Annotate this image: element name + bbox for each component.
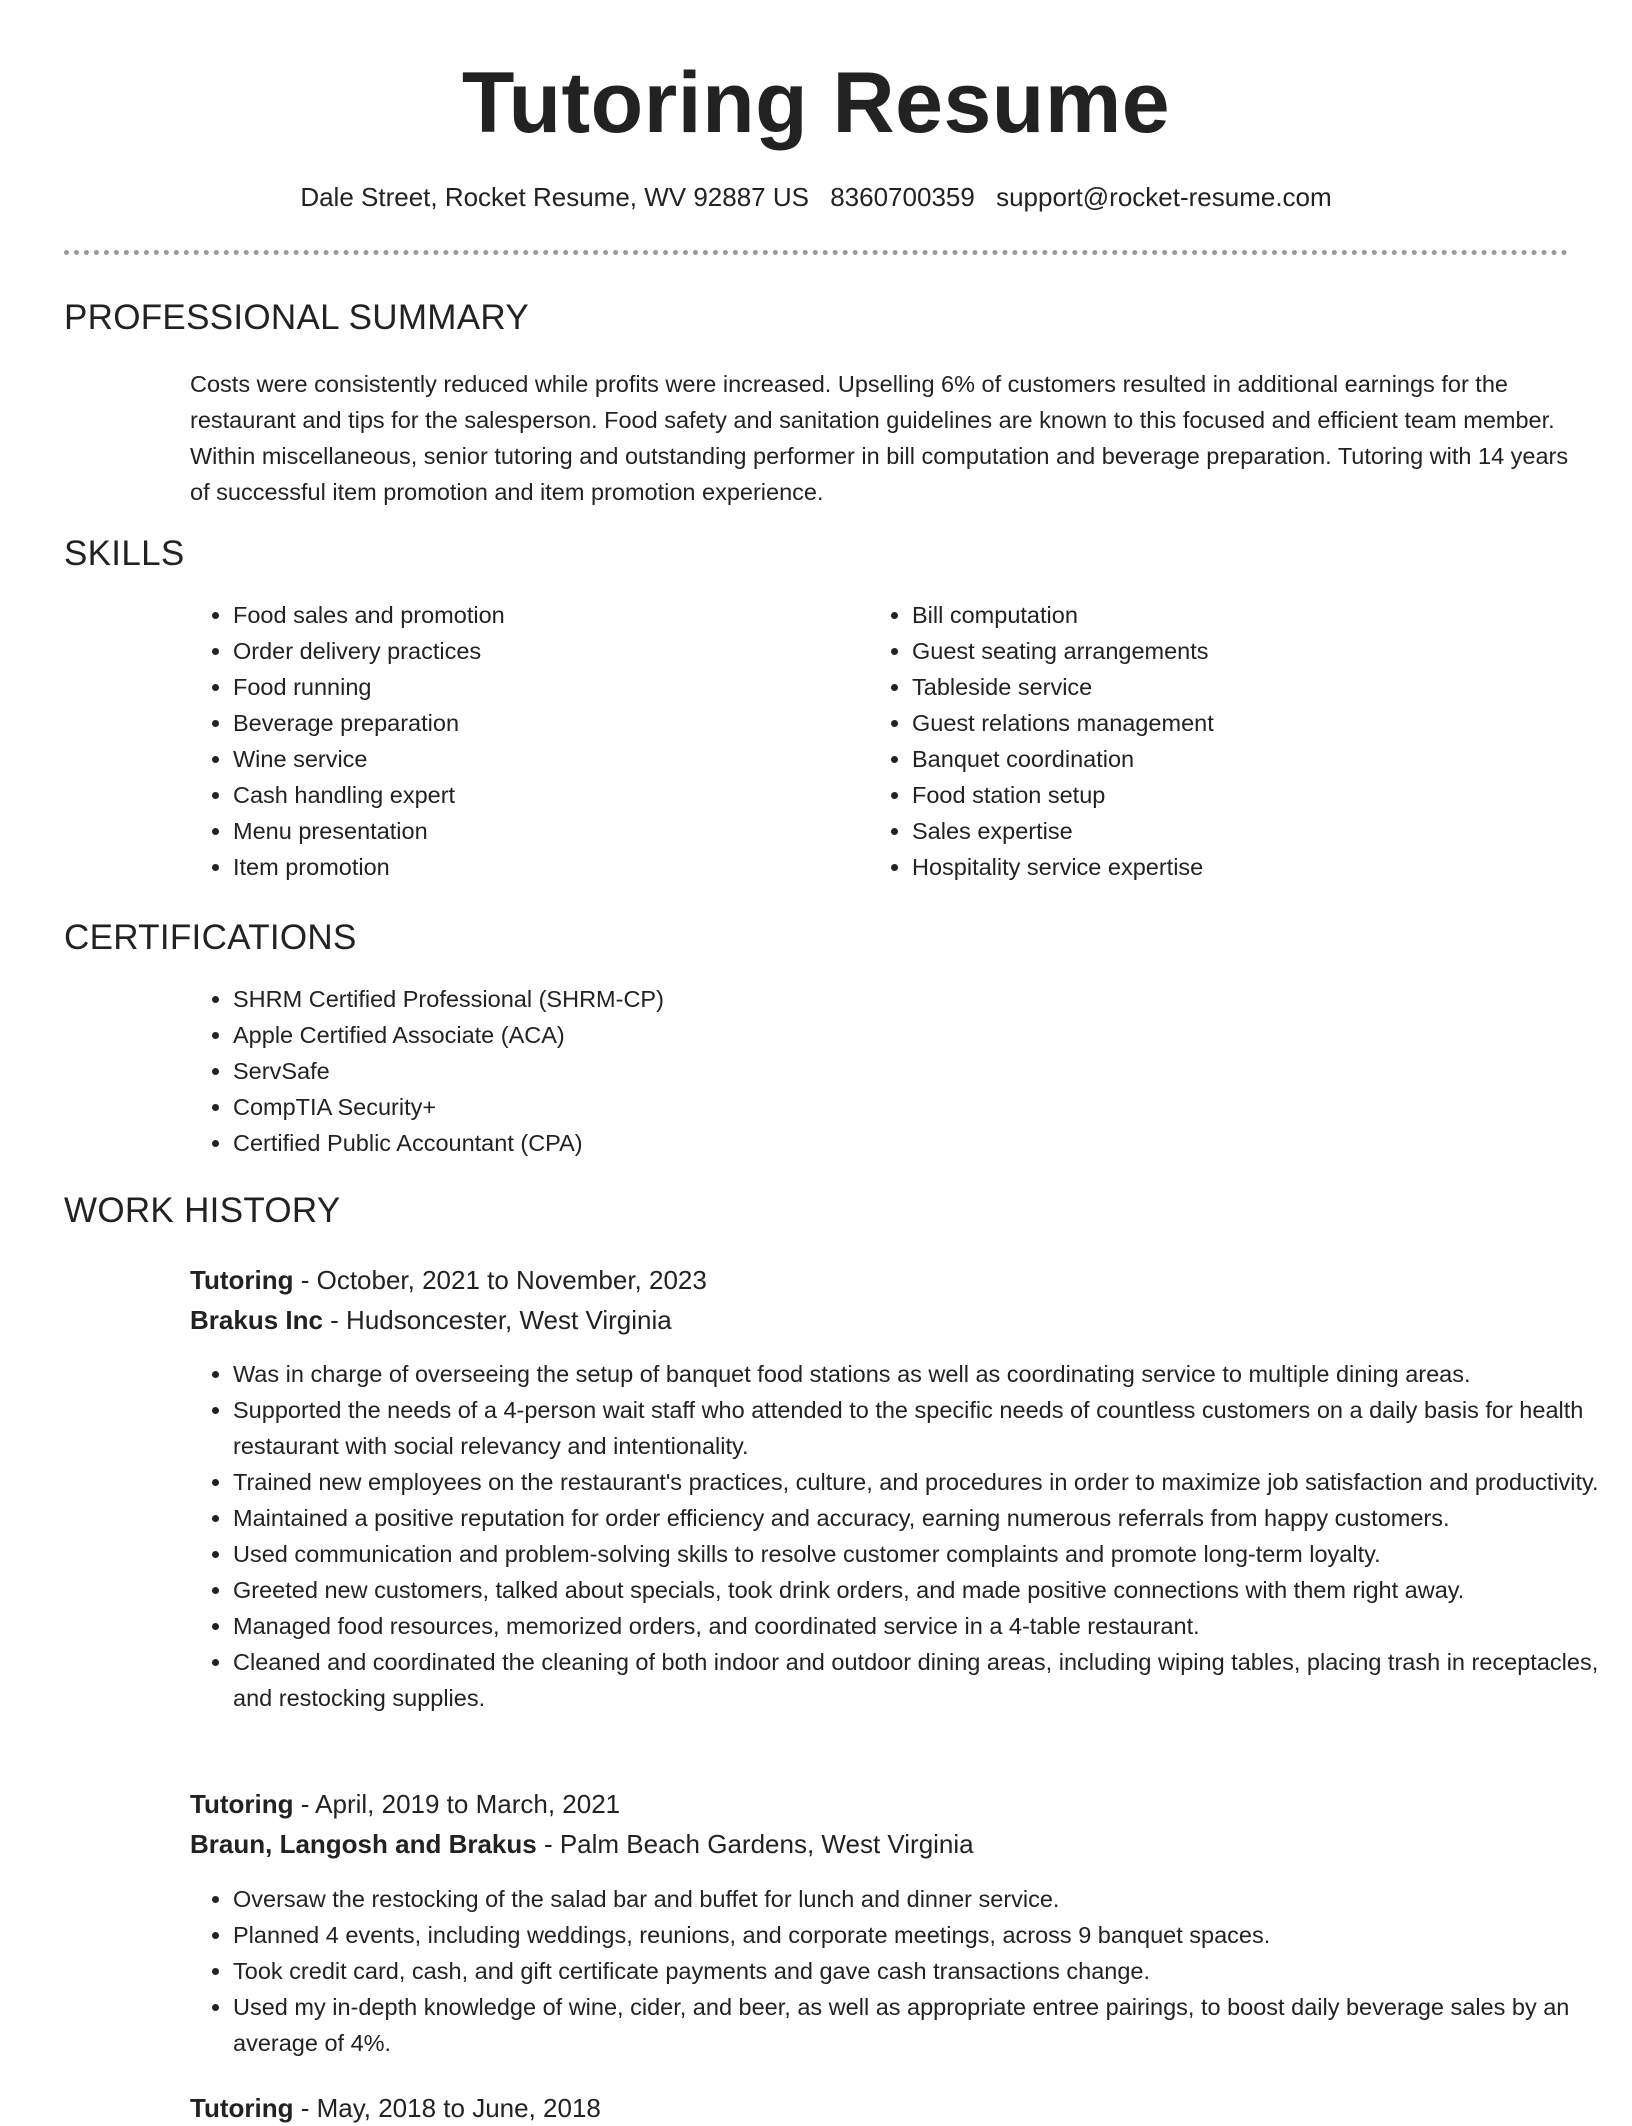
job-bullet: • Was in charge of overseeing the setup of banquet food stations as well as coordinating service to multiple dining areas. bbox=[233, 1356, 1632, 1392]
section-title-summary: PROFESSIONAL SUMMARY bbox=[64, 298, 529, 337]
skills-list-left bbox=[190, 597, 833, 885]
job-role: Tutoring bbox=[190, 1265, 294, 1295]
skill-item: • Beverage preparation bbox=[233, 705, 833, 741]
skill-item: • Menu presentation bbox=[233, 813, 833, 849]
job-bullet: • Greeted new customers, talked about specials, took drink orders, and made positive connections with them right away. bbox=[233, 1572, 1632, 1608]
job-location: - Palm Beach Gardens, West Virginia bbox=[536, 1829, 974, 1859]
job-company-line bbox=[190, 1302, 672, 1338]
contact-address: Dale Street, Rocket Resume, WV 92887 US bbox=[300, 182, 809, 212]
skill-item: • Hospitality service expertise bbox=[912, 849, 1512, 885]
skill-item: • Sales expertise bbox=[912, 813, 1512, 849]
job-dates: - October, 2021 to November, 2023 bbox=[293, 1265, 707, 1295]
certification-item: • Apple Certified Associate (ACA) bbox=[233, 1017, 1533, 1053]
section-title-certifications: CERTIFICATIONS bbox=[64, 918, 357, 957]
certification-item: • Certified Public Accountant (CPA) bbox=[233, 1125, 1533, 1161]
job-company: Brakus Inc bbox=[190, 1305, 323, 1335]
job-company-line bbox=[190, 1826, 974, 1862]
contact-line bbox=[0, 182, 1632, 213]
job-bullet: • Managed food resources, memorized orders, and coordinated service in a 4-table restaurant. bbox=[233, 1608, 1632, 1644]
certifications-list bbox=[190, 981, 1533, 1161]
job-company: Braun, Langosh and Brakus bbox=[190, 1829, 537, 1859]
job-role: Tutoring bbox=[190, 1789, 294, 1819]
contact-phone: 8360700359 bbox=[830, 182, 975, 212]
job-location: - Hudsoncester, West Virginia bbox=[322, 1305, 672, 1335]
skill-item: • Food running bbox=[233, 669, 833, 705]
resume-title: Tutoring Resume bbox=[461, 55, 1171, 151]
skill-item: • Cash handling expert bbox=[233, 777, 833, 813]
skill-item: • Item promotion bbox=[233, 849, 833, 885]
skill-item: • Food station setup bbox=[912, 777, 1512, 813]
contact-email[interactable]: support@rocket-resume.com bbox=[996, 182, 1332, 212]
skill-item: • Order delivery practices bbox=[233, 633, 833, 669]
certification-item: • SHRM Certified Professional (SHRM-CP) bbox=[233, 981, 1533, 1017]
skill-item: • Guest seating arrangements bbox=[912, 633, 1512, 669]
summary-text: Costs were consistently reduced while profits were increased. Upselling 6% of customers resulted in additional earnings for the restaurant and tips for the salesperson. Food safety and sanitation guidelines are known to this focused and efficient team member. Within miscellaneous, senior tutoring and outstanding performer in bill computation and beverage preparation. Tutoring with 14 years of successful item promotion and item promotion experience. bbox=[190, 371, 1569, 505]
job-bullet: • Planned 4 events, including weddings, reunions, and corporate meetings, across 9 banquet spaces. bbox=[233, 1917, 1632, 1953]
certification-item: • ServSafe bbox=[233, 1053, 1533, 1089]
job-bullet: • Trained new employees on the restaurant's practices, culture, and procedures in order to maximize job satisfaction and productivity. bbox=[233, 1464, 1632, 1500]
job-dates: - May, 2018 to June, 2018 bbox=[293, 2093, 601, 2123]
job-bullet: • Cleaned and coordinated the cleaning of both indoor and outdoor dining areas, including wiping tables, placing trash in receptacles, and restocking supplies. bbox=[233, 1644, 1632, 1716]
job-bullets bbox=[190, 1881, 1632, 2061]
certification-item: • CompTIA Security+ bbox=[233, 1089, 1533, 1125]
skill-item: • Tableside service bbox=[912, 669, 1512, 705]
job-bullet: • Maintained a positive reputation for order efficiency and accuracy, earning numerous referrals from happy customers. bbox=[233, 1500, 1632, 1536]
section-title-work-history: WORK HISTORY bbox=[64, 1191, 341, 1230]
job-bullet: • Used my in-depth knowledge of wine, cider, and beer, as well as appropriate entree pairings, to boost daily beverage sales by an average of 4%. bbox=[233, 1989, 1632, 2061]
job-role: Tutoring bbox=[190, 2093, 294, 2123]
job-role-line bbox=[190, 1786, 620, 1822]
job-bullets bbox=[190, 1356, 1632, 1716]
job-dates: - April, 2019 to March, 2021 bbox=[293, 1789, 621, 1819]
skill-item: • Guest relations management bbox=[912, 705, 1512, 741]
skill-item: • Wine service bbox=[233, 741, 833, 777]
job-bullet: • Took credit card, cash, and gift certificate payments and gave cash transactions change. bbox=[233, 1953, 1632, 1989]
section-title-skills: SKILLS bbox=[64, 534, 185, 573]
job-role-line bbox=[190, 2090, 601, 2126]
header-divider bbox=[64, 250, 1568, 255]
skill-item: • Food sales and promotion bbox=[233, 597, 833, 633]
job-role-line bbox=[190, 1262, 707, 1298]
skills-list-right bbox=[869, 597, 1512, 885]
job-bullet: • Supported the needs of a 4-person wait staff who attended to the specific needs of countless customers on a daily basis for health restaurant with social relevancy and intentionality. bbox=[233, 1392, 1632, 1464]
job-bullet: • Used communication and problem-solving skills to resolve customer complaints and promote long-term loyalty. bbox=[233, 1536, 1632, 1572]
job-bullet: • Oversaw the restocking of the salad bar and buffet for lunch and dinner service. bbox=[233, 1881, 1632, 1917]
skill-item: • Bill computation bbox=[912, 597, 1512, 633]
skill-item: • Banquet coordination bbox=[912, 741, 1512, 777]
